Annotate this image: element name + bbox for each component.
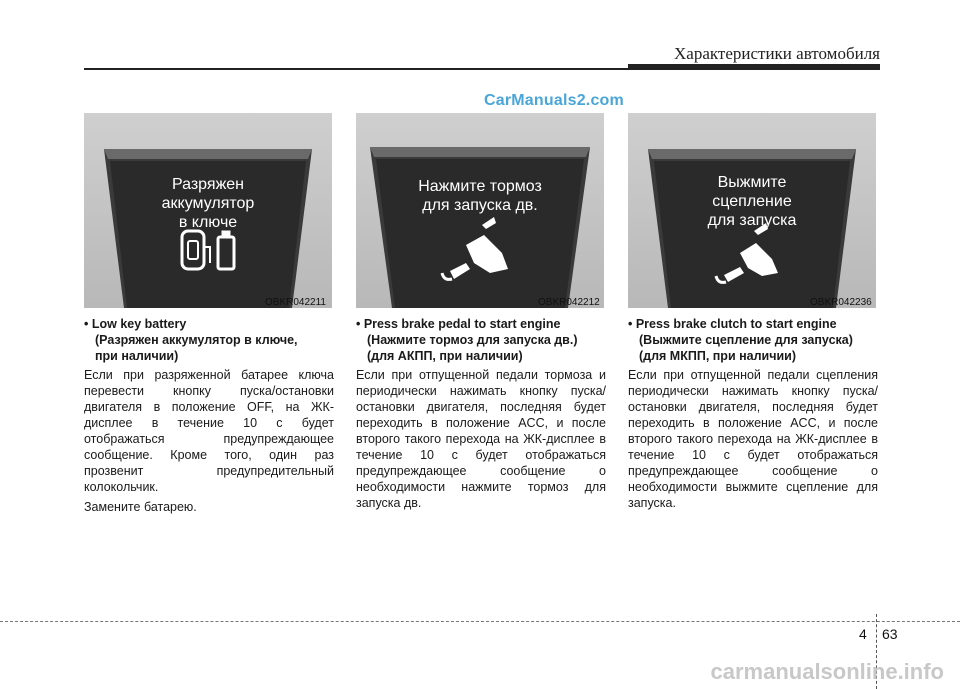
column-press-clutch (628, 316, 878, 511)
section-body-note: Замените батарею. (84, 500, 197, 514)
section-subheading: при наличии) (95, 349, 179, 363)
page-header-title: Характеристики автомобиля (674, 44, 880, 63)
page-number: 63 (882, 626, 898, 642)
display-line: для запуска дв. (422, 197, 538, 214)
display-line: Нажмите тормоз (418, 178, 542, 195)
section-subheading: (для АКПП, при наличии) (367, 349, 523, 363)
header-rule-accent (628, 64, 880, 70)
figure-press-brake (356, 113, 604, 308)
figure-press-clutch (628, 113, 876, 308)
section-heading: • Press brake pedal to start engine (356, 317, 561, 331)
display-line: для запуска (707, 212, 797, 229)
chapter-number: 4 (859, 626, 867, 642)
section-body: Если при отпущенной педали тормоза и периодически нажимать кнопку пуска/остановки двигателя, последняя будет переходить в положение ACC, и после второго такого перехода на ЖК-дисплее в течение 10 с будет отображаться предупреждающее сообщение о необходимости нажмите тормоз для запуска дв. (356, 368, 606, 510)
display-line: сцепление (712, 193, 792, 210)
footer-rule (0, 621, 960, 622)
section-subheading: (для МКПП, при наличии) (639, 349, 797, 363)
figure-code: OBKR042212 (538, 297, 600, 308)
display-line: в ключе (178, 214, 238, 231)
section-heading: • Low key battery (84, 317, 187, 331)
section-body: Если при отпущенной педали сцепления периодически нажимать кнопку пуска/остановки двигателя, последняя будет переходить в положение ACC, и после второго такого перехода на ЖК-дисплее в течение 10 с будет отображаться предупреждающее сообщение о необходимости выжмите сцепление для запуска. (628, 368, 878, 510)
section-subheading: (Выжмите сцепление для запуска) (639, 333, 853, 347)
section-subheading: (Разряжен аккумулятор в ключе, (95, 333, 298, 347)
display-line: аккумулятор (161, 195, 255, 212)
column-press-brake (356, 316, 606, 511)
display-line: Выжмите (717, 174, 787, 191)
figure-low-key-battery (84, 113, 332, 308)
section-heading: • Press brake clutch to start engine (628, 317, 837, 331)
column-low-key-battery (84, 316, 334, 515)
display-line: Разряжен (171, 176, 244, 193)
watermark-top: CarManuals2.com (484, 92, 624, 109)
section-body: Если при разряженной батарее ключа перевести кнопку пуска/остановки двигателя в положение OFF, на ЖК-дисплее в течение 10 с будет отображаться предупреждающее сообщение. Кроме того, один раз прозвенит предупредительный колокольчик. (84, 368, 334, 494)
figure-code: OBKR042211 (265, 297, 326, 308)
section-subheading: (Нажмите тормоз для запуска дв.) (367, 333, 578, 347)
figure-code: OBKR042236 (810, 297, 872, 308)
watermark-bottom: carmanualsonline.info (710, 659, 944, 684)
